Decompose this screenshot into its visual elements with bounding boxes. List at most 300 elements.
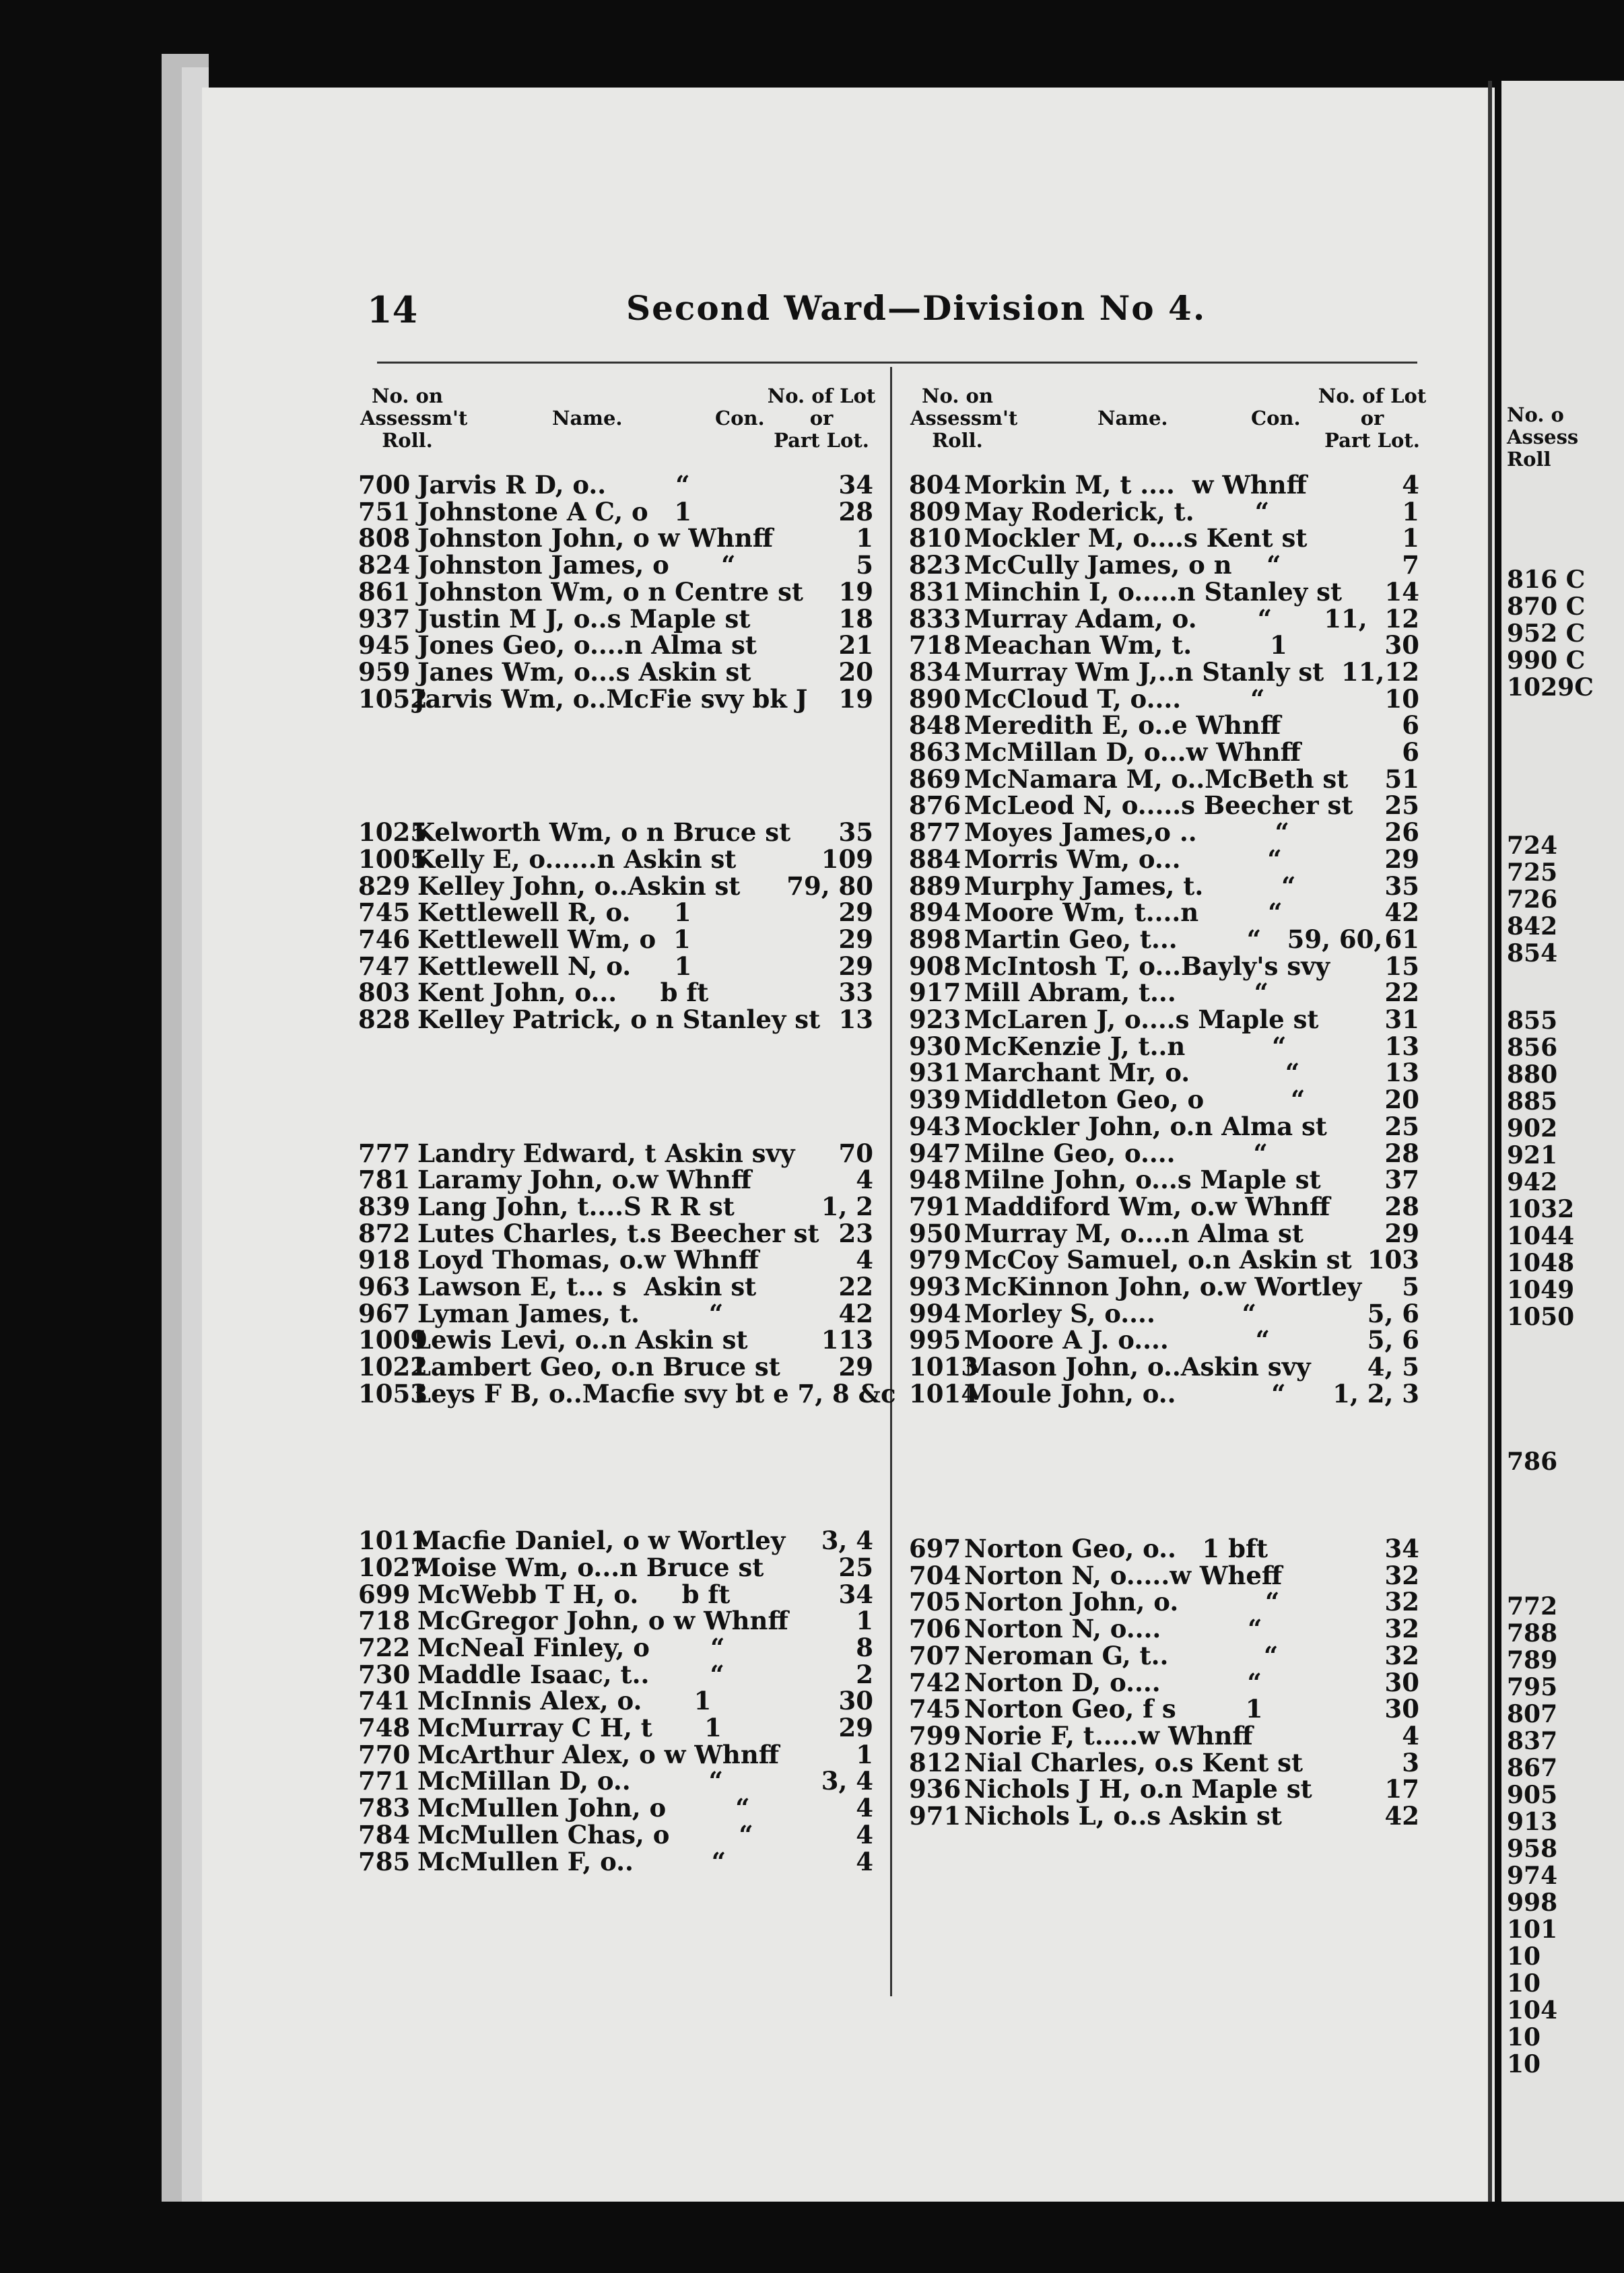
roll-number: 747 <box>358 951 411 981</box>
name-entry: Kettlewell N, o. 1 <box>417 951 692 981</box>
lot-number: 70 <box>838 1138 873 1168</box>
record-row <box>909 899 1421 926</box>
lot-number: 30 <box>838 1686 873 1716</box>
next-page-roll-fragment: 1029C <box>1507 673 1594 702</box>
next-page-roll-fragment: 788 <box>1507 1619 1558 1648</box>
record-row <box>358 953 877 980</box>
name-entry: Meachan Wm, t. 1 <box>964 630 1287 660</box>
lot-number: 4 <box>856 1846 873 1876</box>
roll-number: 706 <box>909 1614 961 1644</box>
name-entry: Murray M, o....n Alma st <box>964 1218 1304 1248</box>
lot-number: 13 <box>838 1005 873 1034</box>
lot-number: 8 <box>856 1632 873 1662</box>
record-row <box>909 979 1421 1006</box>
lot-number: 3 <box>1402 1747 1419 1777</box>
record-row <box>909 766 1421 792</box>
next-page-roll-fragment: 786 <box>1507 1448 1558 1476</box>
lot-number: 25 <box>1384 1111 1419 1141</box>
lot-number: 30 <box>1384 1667 1419 1697</box>
record-row <box>358 846 877 873</box>
record-row <box>358 873 877 900</box>
name-entry: Moore A J. o.... “ <box>964 1325 1270 1355</box>
lot-number: 22 <box>1384 978 1419 1008</box>
roll-number: 995 <box>909 1325 961 1355</box>
roll-number: 839 <box>358 1191 411 1221</box>
name-entry: McMillan D, o.. “ <box>417 1766 723 1796</box>
record-row <box>909 605 1421 632</box>
lot-number: 29 <box>1384 1218 1419 1248</box>
record-row <box>358 1794 877 1821</box>
lot-number: 4 <box>856 1819 873 1850</box>
record-row <box>909 792 1421 819</box>
next-page-roll-fragment: 854 <box>1507 939 1558 968</box>
roll-number: 718 <box>358 1606 411 1636</box>
record-row <box>909 524 1421 551</box>
right-header-con: Con. <box>1251 407 1301 430</box>
record-row <box>358 1273 877 1300</box>
name-entry: Landry Edward, t Askin svy <box>417 1138 795 1168</box>
record-row <box>909 658 1421 685</box>
lot-number: 29 <box>838 897 873 928</box>
name-entry: McIntosh T, o...Bayly's svy <box>964 951 1330 981</box>
lot-number: 103 <box>1367 1245 1419 1275</box>
name-entry: McCloud T, o.... “ <box>964 683 1265 714</box>
lot-number: 12 <box>1384 656 1419 687</box>
left-header-roll: No. on Assessm't Roll. <box>360 384 468 452</box>
roll-number: 751 <box>358 496 411 527</box>
name-entry: Maddle Isaac, t.. “ <box>417 1659 724 1689</box>
next-page-roll-fragment: 726 <box>1507 885 1558 914</box>
record-row <box>358 471 877 498</box>
record-row <box>909 1246 1421 1273</box>
roll-number: 783 <box>358 1793 411 1823</box>
right-header-roll: No. on Assessm't Roll. <box>910 384 1018 452</box>
name-entry: Norton N, o.....w Wheff <box>964 1560 1283 1590</box>
name-entry: Laramy John, o.w Whnff <box>417 1165 752 1195</box>
lot-number: 28 <box>838 496 873 527</box>
roll-number: 930 <box>909 1031 961 1061</box>
lot-number: 10 <box>1384 683 1419 714</box>
lot-number: 18 <box>838 603 873 634</box>
name-entry: Lawson E, t... s Askin st <box>417 1272 757 1301</box>
lot-number: 109 <box>821 844 873 874</box>
record-row <box>358 1821 877 1848</box>
next-page-roll-fragment: 10 <box>1507 1942 1541 1971</box>
page-number: 14 <box>367 288 418 331</box>
roll-number: 823 <box>909 550 961 580</box>
roll-number: 861 <box>358 576 411 607</box>
name-entry: Macfie Daniel, o w Wortley <box>413 1526 786 1556</box>
roll-number: 781 <box>358 1165 411 1195</box>
roll-number: 808 <box>358 523 411 553</box>
next-page-roll-fragment: 952 C <box>1507 619 1586 648</box>
roll-number: 971 <box>909 1801 961 1831</box>
next-page-header: No. o Assess Roll <box>1507 403 1579 471</box>
roll-number: 959 <box>358 656 411 687</box>
record-row <box>909 1193 1421 1220</box>
lot-number: 2 <box>856 1659 873 1689</box>
roll-number: 963 <box>358 1272 411 1301</box>
name-entry: Milne John, o...s Maple st <box>964 1165 1321 1195</box>
record-row <box>909 1059 1421 1086</box>
lot-number: 35 <box>1384 871 1419 901</box>
roll-number: 894 <box>909 897 961 928</box>
roll-number: 829 <box>358 871 411 901</box>
name-entry: Moise Wm, o...n Bruce st <box>413 1552 764 1582</box>
roll-number: 777 <box>358 1138 411 1168</box>
roll-number: 1027 <box>358 1552 428 1582</box>
lot-number: 42 <box>838 1298 873 1328</box>
roll-number: 917 <box>909 978 961 1008</box>
record-row <box>909 1353 1421 1380</box>
next-page-roll-fragment: 724 <box>1507 832 1558 860</box>
roll-number: 948 <box>909 1165 961 1195</box>
record-row <box>358 605 877 632</box>
name-entry: Johnston John, o w Whnff <box>417 523 774 553</box>
record-row <box>909 578 1421 605</box>
record-row <box>358 1741 877 1768</box>
lot-number: 14 <box>1384 576 1419 607</box>
record-row <box>909 1166 1421 1193</box>
name-entry: Loyd Thomas, o.w Whnff <box>417 1245 759 1275</box>
lot-number: 20 <box>838 656 873 687</box>
name-entry: Mill Abram, t... “ <box>964 978 1268 1008</box>
next-page-roll-fragment: 725 <box>1507 858 1558 887</box>
name-entry: Jarvis R D, o.. “ <box>417 470 690 500</box>
roll-number: 785 <box>358 1846 411 1876</box>
lot-number: 42 <box>1384 897 1419 928</box>
column-divider <box>890 367 892 1996</box>
roll-number: 745 <box>909 1694 961 1724</box>
roll-number: 994 <box>909 1298 961 1328</box>
lot-number: 1 <box>856 523 873 553</box>
name-entry: Meredith E, o..e Whnff <box>964 710 1281 741</box>
name-entry: Maddiford Wm, o.w Whnff <box>964 1191 1330 1221</box>
record-row <box>358 1687 877 1714</box>
name-entry: Lang John, t....S R R st <box>417 1191 735 1221</box>
name-entry: McCully James, o n “ <box>964 550 1281 580</box>
roll-number: 804 <box>909 470 961 500</box>
record-row <box>909 471 1421 498</box>
name-entry: Kelley John, o..Askin st <box>417 871 741 901</box>
lot-number: 32 <box>1384 1640 1419 1670</box>
roll-number: 869 <box>909 764 961 794</box>
name-entry: Morkin M, t .... w Whnff <box>964 470 1308 500</box>
name-entry: Johnston James, o “ <box>417 550 736 580</box>
name-entry: Kelley Patrick, o n Stanley st <box>417 1005 821 1034</box>
next-page-roll-fragment: 10 <box>1507 2023 1541 2051</box>
name-entry: Kelly E, o......n Askin st <box>413 844 737 874</box>
name-entry: Justin M J, o..s Maple st <box>417 603 751 634</box>
lot-number: 32 <box>1384 1614 1419 1644</box>
record-row <box>358 1353 877 1380</box>
name-entry: Murray Adam, o. “ 11, <box>964 603 1367 634</box>
next-page-roll-fragment: 795 <box>1507 1673 1558 1701</box>
next-page-roll-fragment: 921 <box>1507 1141 1558 1169</box>
name-entry: Mockler M, o....s Kent st <box>964 523 1308 553</box>
name-entry: Jarvis Wm, o..McFie svy bk J <box>413 683 808 714</box>
roll-number: 1025 <box>358 817 428 848</box>
record-row <box>909 1642 1421 1669</box>
roll-number: 742 <box>909 1667 961 1697</box>
name-entry: Lutes Charles, t.s Beecher st <box>417 1218 819 1248</box>
roll-number: 939 <box>909 1085 961 1115</box>
record-row <box>358 979 877 1006</box>
name-entry: Murray Wm J,..n Stanly st 11, <box>964 656 1385 687</box>
lot-number: 32 <box>1384 1560 1419 1590</box>
roll-number: 876 <box>909 790 961 821</box>
lot-number: 1, 2 <box>821 1191 873 1221</box>
roll-number: 791 <box>909 1191 961 1221</box>
lot-number: 5, 6 <box>1367 1298 1419 1328</box>
record-row <box>909 926 1421 953</box>
next-page-roll-fragment: 816 C <box>1507 566 1586 594</box>
page-title: Second Ward—Division No 4. <box>626 288 1207 328</box>
roll-number: 1005 <box>358 844 428 874</box>
record-row <box>358 498 877 525</box>
record-row <box>358 685 877 712</box>
lot-number: 29 <box>1384 844 1419 874</box>
record-row <box>909 1669 1421 1696</box>
lot-number: 20 <box>1384 1085 1419 1115</box>
name-entry: Lyman James, t. “ <box>417 1298 724 1328</box>
record-row <box>909 1326 1421 1353</box>
lot-number: 3, 4 <box>821 1526 873 1556</box>
book-gutter <box>1488 81 1492 2202</box>
record-row <box>909 1220 1421 1247</box>
lot-number: 29 <box>838 1352 873 1382</box>
lot-number: 21 <box>838 630 873 660</box>
name-entry: Milne Geo, o.... “ <box>964 1138 1268 1168</box>
roll-number: 877 <box>909 817 961 848</box>
name-entry: McLaren J, o....s Maple st <box>964 1005 1319 1034</box>
name-entry: Neroman G, t.. “ <box>964 1640 1279 1670</box>
record-row <box>909 846 1421 873</box>
lot-number: 25 <box>1384 790 1419 821</box>
next-page-roll-fragment: 10 <box>1507 2050 1541 2078</box>
record-row <box>358 1246 877 1273</box>
lot-number: 19 <box>838 683 873 714</box>
name-entry: Norton Geo, o.. 1 bft <box>964 1534 1268 1564</box>
record-row <box>909 1380 1421 1407</box>
name-entry: McCoy Samuel, o.n Askin st <box>964 1245 1352 1275</box>
next-page-roll-fragment: 772 <box>1507 1592 1558 1621</box>
lot-number: 29 <box>838 1713 873 1743</box>
lot-number: 5, 6 <box>1367 1325 1419 1355</box>
name-entry: McGregor John, o w Whnff <box>417 1606 788 1636</box>
record-row <box>909 1535 1421 1562</box>
next-page-roll-fragment: 1032 <box>1507 1195 1575 1223</box>
name-entry: Kent John, o... b ft <box>417 978 709 1008</box>
record-row <box>909 498 1421 525</box>
right-header-lot: No. of Lot or Part Lot. <box>1318 384 1427 452</box>
lot-number: 26 <box>1384 817 1419 848</box>
name-entry: Morris Wm, o... “ <box>964 844 1282 874</box>
lot-number: 1, 2, 3 <box>1332 1378 1419 1409</box>
next-page-roll-fragment: 913 <box>1507 1808 1558 1836</box>
lot-number: 4 <box>856 1245 873 1275</box>
roll-number: 833 <box>909 603 961 634</box>
lot-number: 6 <box>1402 710 1419 741</box>
record-row <box>909 1300 1421 1327</box>
roll-number: 1013 <box>909 1352 978 1382</box>
roll-number: 993 <box>909 1272 961 1301</box>
next-page-roll-fragment: 870 C <box>1507 592 1586 621</box>
record-row <box>358 1714 877 1741</box>
lot-number: 29 <box>838 951 873 981</box>
roll-number: 748 <box>358 1713 411 1743</box>
name-entry: Nichols L, o..s Askin st <box>964 1801 1282 1831</box>
lot-number: 1 <box>856 1606 873 1636</box>
name-entry: McLeod N, o.....s Beecher st <box>964 790 1353 821</box>
roll-number: 945 <box>358 630 411 660</box>
lot-number: 4, 5 <box>1367 1352 1419 1382</box>
roll-number: 1011 <box>358 1526 428 1556</box>
next-page-roll-fragment: 885 <box>1507 1087 1558 1116</box>
lot-number: 28 <box>1384 1191 1419 1221</box>
name-entry: Norton John, o. “ <box>964 1587 1280 1617</box>
lot-number: 30 <box>1384 630 1419 660</box>
record-row <box>909 1749 1421 1776</box>
record-row <box>358 632 877 658</box>
name-entry: Norton N, o.... “ <box>964 1614 1262 1644</box>
next-page-roll-fragment: 104 <box>1507 1996 1558 2025</box>
lot-number: 1 <box>856 1739 873 1769</box>
lot-number: 37 <box>1384 1165 1419 1195</box>
name-entry: Moore Wm, t....n “ <box>964 897 1283 928</box>
roll-number: 872 <box>358 1218 411 1248</box>
record-row <box>909 1033 1421 1060</box>
name-entry: Morley S, o.... “ <box>964 1298 1256 1328</box>
lot-number: 4 <box>856 1165 873 1195</box>
name-entry: Mason John, o..Askin svy <box>964 1352 1311 1382</box>
left-header-lot: No. of Lot or Part Lot. <box>767 384 876 452</box>
record-row <box>358 1193 877 1220</box>
name-entry: McNeal Finley, o “ <box>417 1632 725 1662</box>
lot-number: 31 <box>1384 1005 1419 1034</box>
record-row <box>909 712 1421 739</box>
roll-number: 697 <box>909 1534 961 1564</box>
roll-number: 704 <box>909 1560 961 1590</box>
record-row <box>909 953 1421 980</box>
roll-number: 898 <box>909 924 961 954</box>
next-page-roll-fragment: 1044 <box>1507 1222 1575 1250</box>
lot-number: 35 <box>838 817 873 848</box>
next-page-roll-fragment: 789 <box>1507 1646 1558 1674</box>
roll-number: 979 <box>909 1245 961 1275</box>
roll-number: 812 <box>909 1747 961 1777</box>
name-entry: Leys F B, o..Macfie svy bt e 7, 8 &c <box>413 1378 896 1409</box>
roll-number: 741 <box>358 1686 411 1716</box>
roll-number: 848 <box>909 710 961 741</box>
name-entry: McInnis Alex, o. 1 <box>417 1686 712 1716</box>
roll-number: 730 <box>358 1659 411 1689</box>
roll-number: 699 <box>358 1579 411 1609</box>
lot-number: 1 <box>1402 496 1419 527</box>
lot-number: 61 <box>1384 924 1419 954</box>
name-entry: McWebb T H, o. b ft <box>417 1579 731 1609</box>
lot-number: 22 <box>838 1272 873 1301</box>
record-row <box>909 1140 1421 1167</box>
record-row <box>358 1581 877 1608</box>
lot-number: 3, 4 <box>821 1766 873 1796</box>
name-entry: Moyes James,o .. “ <box>964 817 1289 848</box>
record-row <box>909 1802 1421 1829</box>
next-page-roll-fragment: 837 <box>1507 1727 1558 1755</box>
lot-number: 32 <box>1384 1587 1419 1617</box>
record-row <box>909 1086 1421 1113</box>
roll-number: 863 <box>909 737 961 767</box>
record-row <box>358 1140 877 1167</box>
record-row <box>909 1615 1421 1642</box>
name-entry: Johnston Wm, o n Centre st <box>417 576 803 607</box>
name-entry: Lewis Levi, o..n Askin st <box>413 1325 748 1355</box>
next-page-roll-fragment: 1049 <box>1507 1276 1575 1304</box>
name-entry: McArthur Alex, o w Whnff <box>417 1739 780 1769</box>
roll-number: 947 <box>909 1138 961 1168</box>
next-page-roll-fragment: 842 <box>1507 912 1558 941</box>
record-row <box>909 739 1421 766</box>
name-entry: Middleton Geo, o “ <box>964 1085 1306 1115</box>
lot-number: 79, 80 <box>786 871 873 901</box>
name-entry: Janes Wm, o...s Askin st <box>417 656 751 687</box>
record-row <box>358 1661 877 1688</box>
record-row <box>358 1300 877 1327</box>
name-entry: Mockler John, o.n Alma st <box>964 1111 1327 1141</box>
name-entry: McKenzie J, t..n “ <box>964 1031 1287 1061</box>
next-page-roll-fragment: 101 <box>1507 1915 1558 1944</box>
record-row <box>358 524 877 551</box>
roll-number: 770 <box>358 1739 411 1769</box>
roll-number: 884 <box>909 844 961 874</box>
lot-number: 19 <box>838 576 873 607</box>
name-entry: Johnstone A C, o 1 <box>417 496 692 527</box>
record-row <box>358 1634 877 1661</box>
roll-number: 809 <box>909 496 961 527</box>
record-row <box>358 1554 877 1581</box>
lot-number: 5 <box>1402 1272 1419 1301</box>
lot-number: 1 <box>1402 523 1419 553</box>
lot-number: 113 <box>821 1325 873 1355</box>
lot-number: 30 <box>1384 1694 1419 1724</box>
lot-number: 33 <box>838 978 873 1008</box>
name-entry: Norton Geo, f s 1 <box>964 1694 1263 1724</box>
next-page-roll-fragment: 942 <box>1507 1168 1558 1196</box>
roll-number: 834 <box>909 656 961 687</box>
roll-number: 722 <box>358 1632 411 1662</box>
record-row <box>909 1006 1421 1033</box>
record-row <box>909 873 1421 900</box>
roll-number: 890 <box>909 683 961 714</box>
roll-number: 707 <box>909 1640 961 1670</box>
record-row <box>909 1273 1421 1300</box>
name-entry: Norton D, o.... “ <box>964 1667 1262 1697</box>
record-row <box>358 578 877 605</box>
name-entry: May Roderick, t. “ <box>964 496 1270 527</box>
record-row <box>909 1722 1421 1749</box>
roll-number: 810 <box>909 523 961 553</box>
record-row <box>358 899 877 926</box>
roll-number: 937 <box>358 603 411 634</box>
name-entry: McMullen Chas, o “ <box>417 1819 753 1850</box>
next-page-roll-fragment: 10 <box>1507 1969 1541 1998</box>
next-page-roll-fragment: 902 <box>1507 1114 1558 1143</box>
roll-number: 1022 <box>358 1352 428 1382</box>
record-row <box>358 551 877 578</box>
roll-number: 784 <box>358 1819 411 1850</box>
roll-number: 931 <box>909 1058 961 1088</box>
lot-number: 34 <box>1384 1534 1419 1564</box>
